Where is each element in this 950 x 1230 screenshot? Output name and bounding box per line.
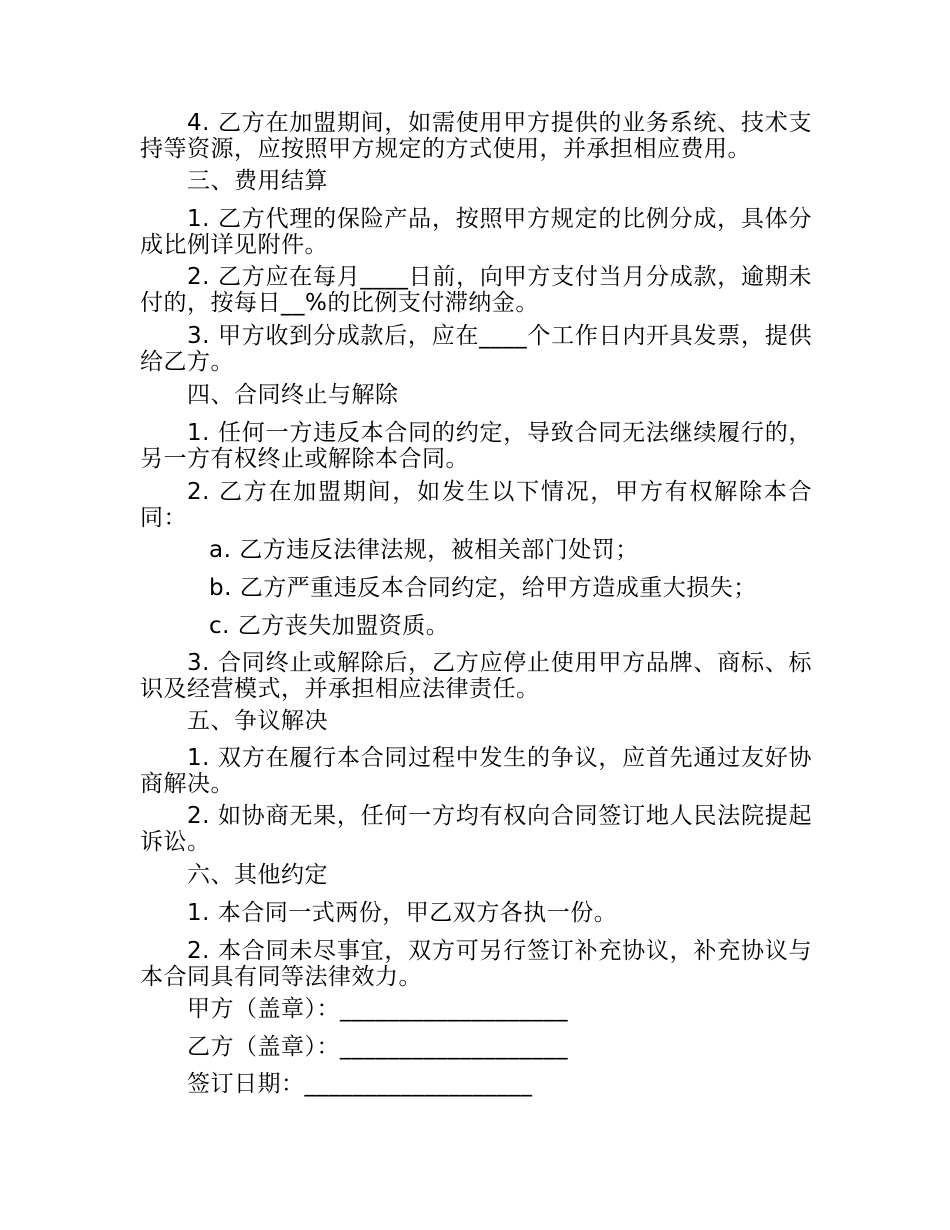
section4-heading: 四、合同终止与解除 (187, 382, 399, 408)
signature-party-a: 甲方（盖章）：___________________ (187, 996, 568, 1022)
section6-heading: 六、其他约定 (187, 862, 328, 888)
section5-heading: 五、争议解决 (187, 708, 328, 734)
section2-item4: 4. 乙方在加盟期间，如需使用甲方提供的业务系统、技术支持等资源，应按照甲方规定的方式使用，并承担相应费用。 (140, 110, 812, 162)
section4-item2: 2. 乙方在加盟期间，如发生以下情况，甲方有权解除本合同： (140, 479, 812, 531)
section3-item2: 2. 乙方应在每月____日前，向甲方支付当月分成款，逾期未付的，按每日__%的比例支付滞纳金。 (140, 264, 812, 316)
section5-item2: 2. 如协商无果，任何一方均有权向合同签订地人民法院提起诉讼。 (140, 803, 812, 855)
section4-item3: 3. 合同终止或解除后，乙方应停止使用甲方品牌、商标、标识及经营模式，并承担相应法律责任。 (140, 650, 812, 702)
section4-item2-b: b. 乙方严重违反本合同约定，给甲方造成重大损失； (209, 575, 757, 601)
section3-item1: 1. 乙方代理的保险产品，按照甲方规定的比例分成，具体分成比例详见附件。 (140, 206, 812, 258)
section5-item1: 1. 双方在履行本合同过程中发生的争议，应首先通过友好协商解决。 (140, 745, 812, 797)
signature-party-b: 乙方（盖章）：___________________ (187, 1034, 568, 1060)
section4-item2-a: a. 乙方违反法律法规，被相关部门处罚； (209, 537, 639, 563)
section4-item2-c: c. 乙方丧失加盟资质。 (209, 613, 450, 639)
section6-item2: 2. 本合同未尽事宜，双方可另行签订补充协议，补充协议与本合同具有同等法律效力。 (140, 938, 812, 990)
section3-item3: 3. 甲方收到分成款后，应在____个工作日内开具发票，提供给乙方。 (140, 323, 812, 375)
section4-item1: 1. 任何一方违反本合同的约定，导致合同无法继续履行的，另一方有权终止或解除本合同。 (140, 420, 812, 472)
signature-date: 签订日期：___________________ (187, 1071, 533, 1097)
section6-item1: 1. 本合同一式两份，甲乙双方各执一份。 (187, 900, 618, 926)
section3-heading: 三、费用结算 (187, 168, 328, 194)
